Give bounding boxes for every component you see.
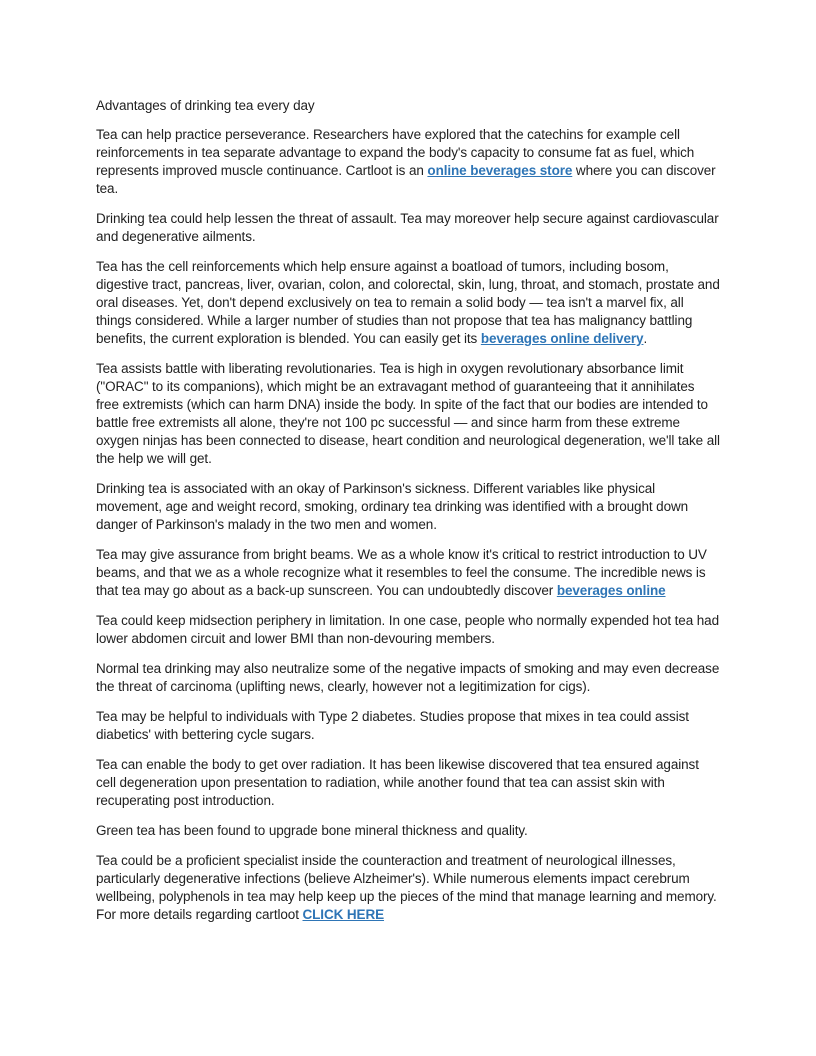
paragraph-text: Tea may give assurance from bright beams. We as a whole know it's critical to restrict introduction to UV beams, and that we as a whole recognize what it resembles to feel the consume. The incredible news is that tea may go about as a back-up sunscreen. You can undoubtedly discover	[96, 547, 707, 598]
paragraph	[96, 660, 720, 696]
paragraph	[96, 360, 720, 468]
paragraph	[96, 756, 720, 810]
paragraph	[96, 612, 720, 648]
paragraph	[96, 258, 720, 348]
paragraph-text: Tea can enable the body to get over radiation. It has been likewise discovered that tea ensured against cell degeneration upon presentation to radiation, while another found that tea can assist skin with recuperating post introduction.	[96, 757, 699, 808]
paragraph	[96, 546, 720, 600]
paragraph-text: Green tea has been found to upgrade bone mineral thickness and quality.	[96, 823, 528, 838]
hyperlink[interactable]: beverages online delivery	[480, 331, 644, 346]
paragraph-text: Tea has the cell reinforcements which help ensure against a boatload of tumors, including bosom, digestive tract, pancreas, liver, ovarian, colon, and colorectal, skin, lung, throat, and stomach, prostate and oral diseases. Yet, don't depend exclusively on tea to remain a solid body — tea isn't a marvel fix, all things considered. While a larger number of studies than not propose that tea has malignancy battling benefits, the current exploration is blended. You can easily get its	[96, 259, 720, 346]
hyperlink[interactable]: CLICK HERE	[302, 907, 385, 922]
paragraph-text: Tea can help practice perseverance. Researchers have explored that the catechins for example cell reinforcements in tea separate advantage to expand the body's capacity to consume fat as fuel, which represents improved muscle continuance. Cartloot is an	[96, 127, 695, 178]
paragraph-text: Tea may be helpful to individuals with Type 2 diabetes. Studies propose that mixes in tea could assist diabetics' with bettering cycle sugars.	[96, 709, 689, 742]
document-body	[96, 126, 720, 924]
paragraph-text: where you can discover tea.	[96, 163, 716, 196]
paragraph	[96, 126, 720, 198]
hyperlink[interactable]: online beverages store	[427, 163, 573, 178]
paragraph	[96, 708, 720, 744]
hyperlink[interactable]: beverages online	[556, 583, 666, 598]
paragraph-text: Drinking tea could help lessen the threat of assault. Tea may moreover help secure against cardiovascular and degenerative ailments.	[96, 211, 719, 244]
paragraph-text: Drinking tea is associated with an okay of Parkinson's sickness. Different variables like physical movement, age and weight record, smoking, ordinary tea drinking was identified with a brought down danger of Parkinson's malady in the two men and women.	[96, 481, 689, 532]
paragraph-text: Normal tea drinking may also neutralize some of the negative impacts of smoking and may even decrease the threat of carcinoma (uplifting news, clearly, however not a legitimization for cigs).	[96, 661, 720, 694]
paragraph	[96, 210, 720, 246]
paragraph	[96, 852, 720, 924]
paragraph-text: Tea could be a proficient specialist inside the counteraction and treatment of neurological illnesses, particularly degenerative infections (believe Alzheimer's). While numerous elements impact cerebrum wellbeing, polyphenols in tea may help keep up the pieces of the mind that manage learning and memory. For more details regarding cartloot	[96, 853, 717, 922]
paragraph	[96, 480, 720, 534]
paragraph	[96, 822, 720, 840]
document-title: Advantages of drinking tea every day	[96, 98, 315, 113]
paragraph-text: .	[643, 331, 648, 346]
paragraph-text: Tea assists battle with liberating revolutionaries. Tea is high in oxygen revolutionary absorbance limit ("ORAC" to its companions), which might be an extravagant method of guaranteeing that it annihilates free extremists (which can harm DNA) inside the body. In spite of the fact that our bodies are intended to battle free extremists all alone, they're not 100 pc successful — and since harm from these extreme oxygen ninjas has been connected to disease, heart condition and neurological degeneration, we'll take all the help we will get.	[96, 361, 720, 466]
paragraph-text: Tea could keep midsection periphery in limitation. In one case, people who normally expended hot tea had lower abdomen circuit and lower BMI than non-devouring members.	[96, 613, 719, 646]
